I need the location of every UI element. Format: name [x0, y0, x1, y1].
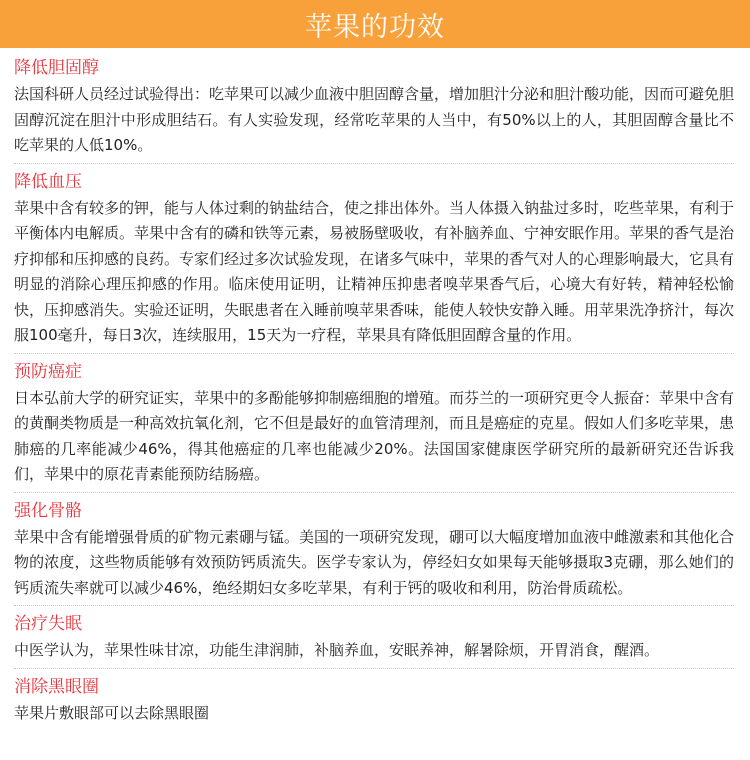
section-paragraph: 苹果中含有较多的钾，能与人体过剩的钠盐结合，使之排出体外。当人体摄入钠盐过多时，吃些苹果，有利于平衡体内电解质。苹果中含有的磷和铁等元素，易被肠壁吸收，有补脑养血、宁神安眠作用。苹果的香气是治疗抑郁和压抑感的良药。专家们经过多次试验发现，在诸多气味中，苹果的香气对人的心理影响最大，它具有明显的消除心理压抑感的作用。临床使用证明，让精神压抑患者嗅苹果香气后，心境大有好转，精神轻松愉快，压抑感消失。实验还证明，失眠患者在入睡前嗅苹果香味，能使人较快安静入睡。用苹果洗净挤汁，每次服100毫升，每日3次，连续服用，15天为一疗程，苹果具有降低胆固醇含量的作用。	[14, 198, 735, 344]
section-strengthen-bones	[14, 499, 734, 607]
section-prevent-cancer	[14, 360, 734, 493]
section-heading: 降低血压	[14, 171, 82, 192]
section-heading: 消除黑眼圈	[14, 676, 99, 697]
section-paragraph: 日本弘前大学的研究证实，苹果中的多酚能够抑制癌细胞的增殖。而芬兰的一项研究更令人振奋：苹果中含有的黄酮类物质是一种高效抗氧化剂，它不但是最好的血管清理剂，而且是癌症的克星。假如人们多吃苹果，患肺癌的几率能减少46%，得其他癌症的几率也能减少20%。法国国家健康医学研究所的最新研究还告诉我们，苹果中的原花青素能预防结肠癌。	[14, 388, 735, 483]
section-heading: 强化骨骼	[14, 500, 82, 521]
section-lower-blood-pressure	[14, 170, 734, 354]
section-heading: 预防癌症	[14, 361, 82, 382]
section-heading: 降低胆固醇	[14, 58, 99, 78]
page-title: 苹果的功效	[305, 11, 445, 43]
section-paragraph: 法国科研人员经过试验得出：吃苹果可以减少血液中胆固醇含量，增加胆汁分泌和胆汁酸功能，因而可避免胆固醇沉淀在胆汁中形成胆结石。有人实验发现，经常吃苹果的人当中，有50%以上的人，其胆固醇含量比不吃苹果的人低10%。	[14, 85, 735, 154]
section-heading: 治疗失眠	[14, 614, 82, 634]
section-treat-insomnia	[14, 612, 734, 669]
title-banner	[0, 0, 750, 48]
section-lower-cholesterol	[14, 56, 734, 164]
section-paragraph: 苹果中含有能增强骨质的矿物元素硼与锰。美国的一项研究发现，硼可以大幅度增加血液中雌激素和其他化合物的浓度，这些物质能够有效预防钙质流失。医学专家认为，停经妇女如果每天能够摄取3克硼，那么她们的钙质流失率就可以减少46%，绝经期妇女多吃苹果，有利于钙的吸收和利用，防治骨质疏松。	[14, 527, 735, 597]
section-remove-dark-circles	[14, 675, 734, 731]
section-paragraph: 苹果片敷眼部可以去除黑眼圈	[14, 703, 210, 722]
content-area	[0, 48, 750, 730]
section-paragraph: 中医学认为，苹果性味甘凉，功能生津润肺，补脑养血，安眠养神，解暑除烦，开胃消食，醒酒。	[14, 641, 660, 659]
